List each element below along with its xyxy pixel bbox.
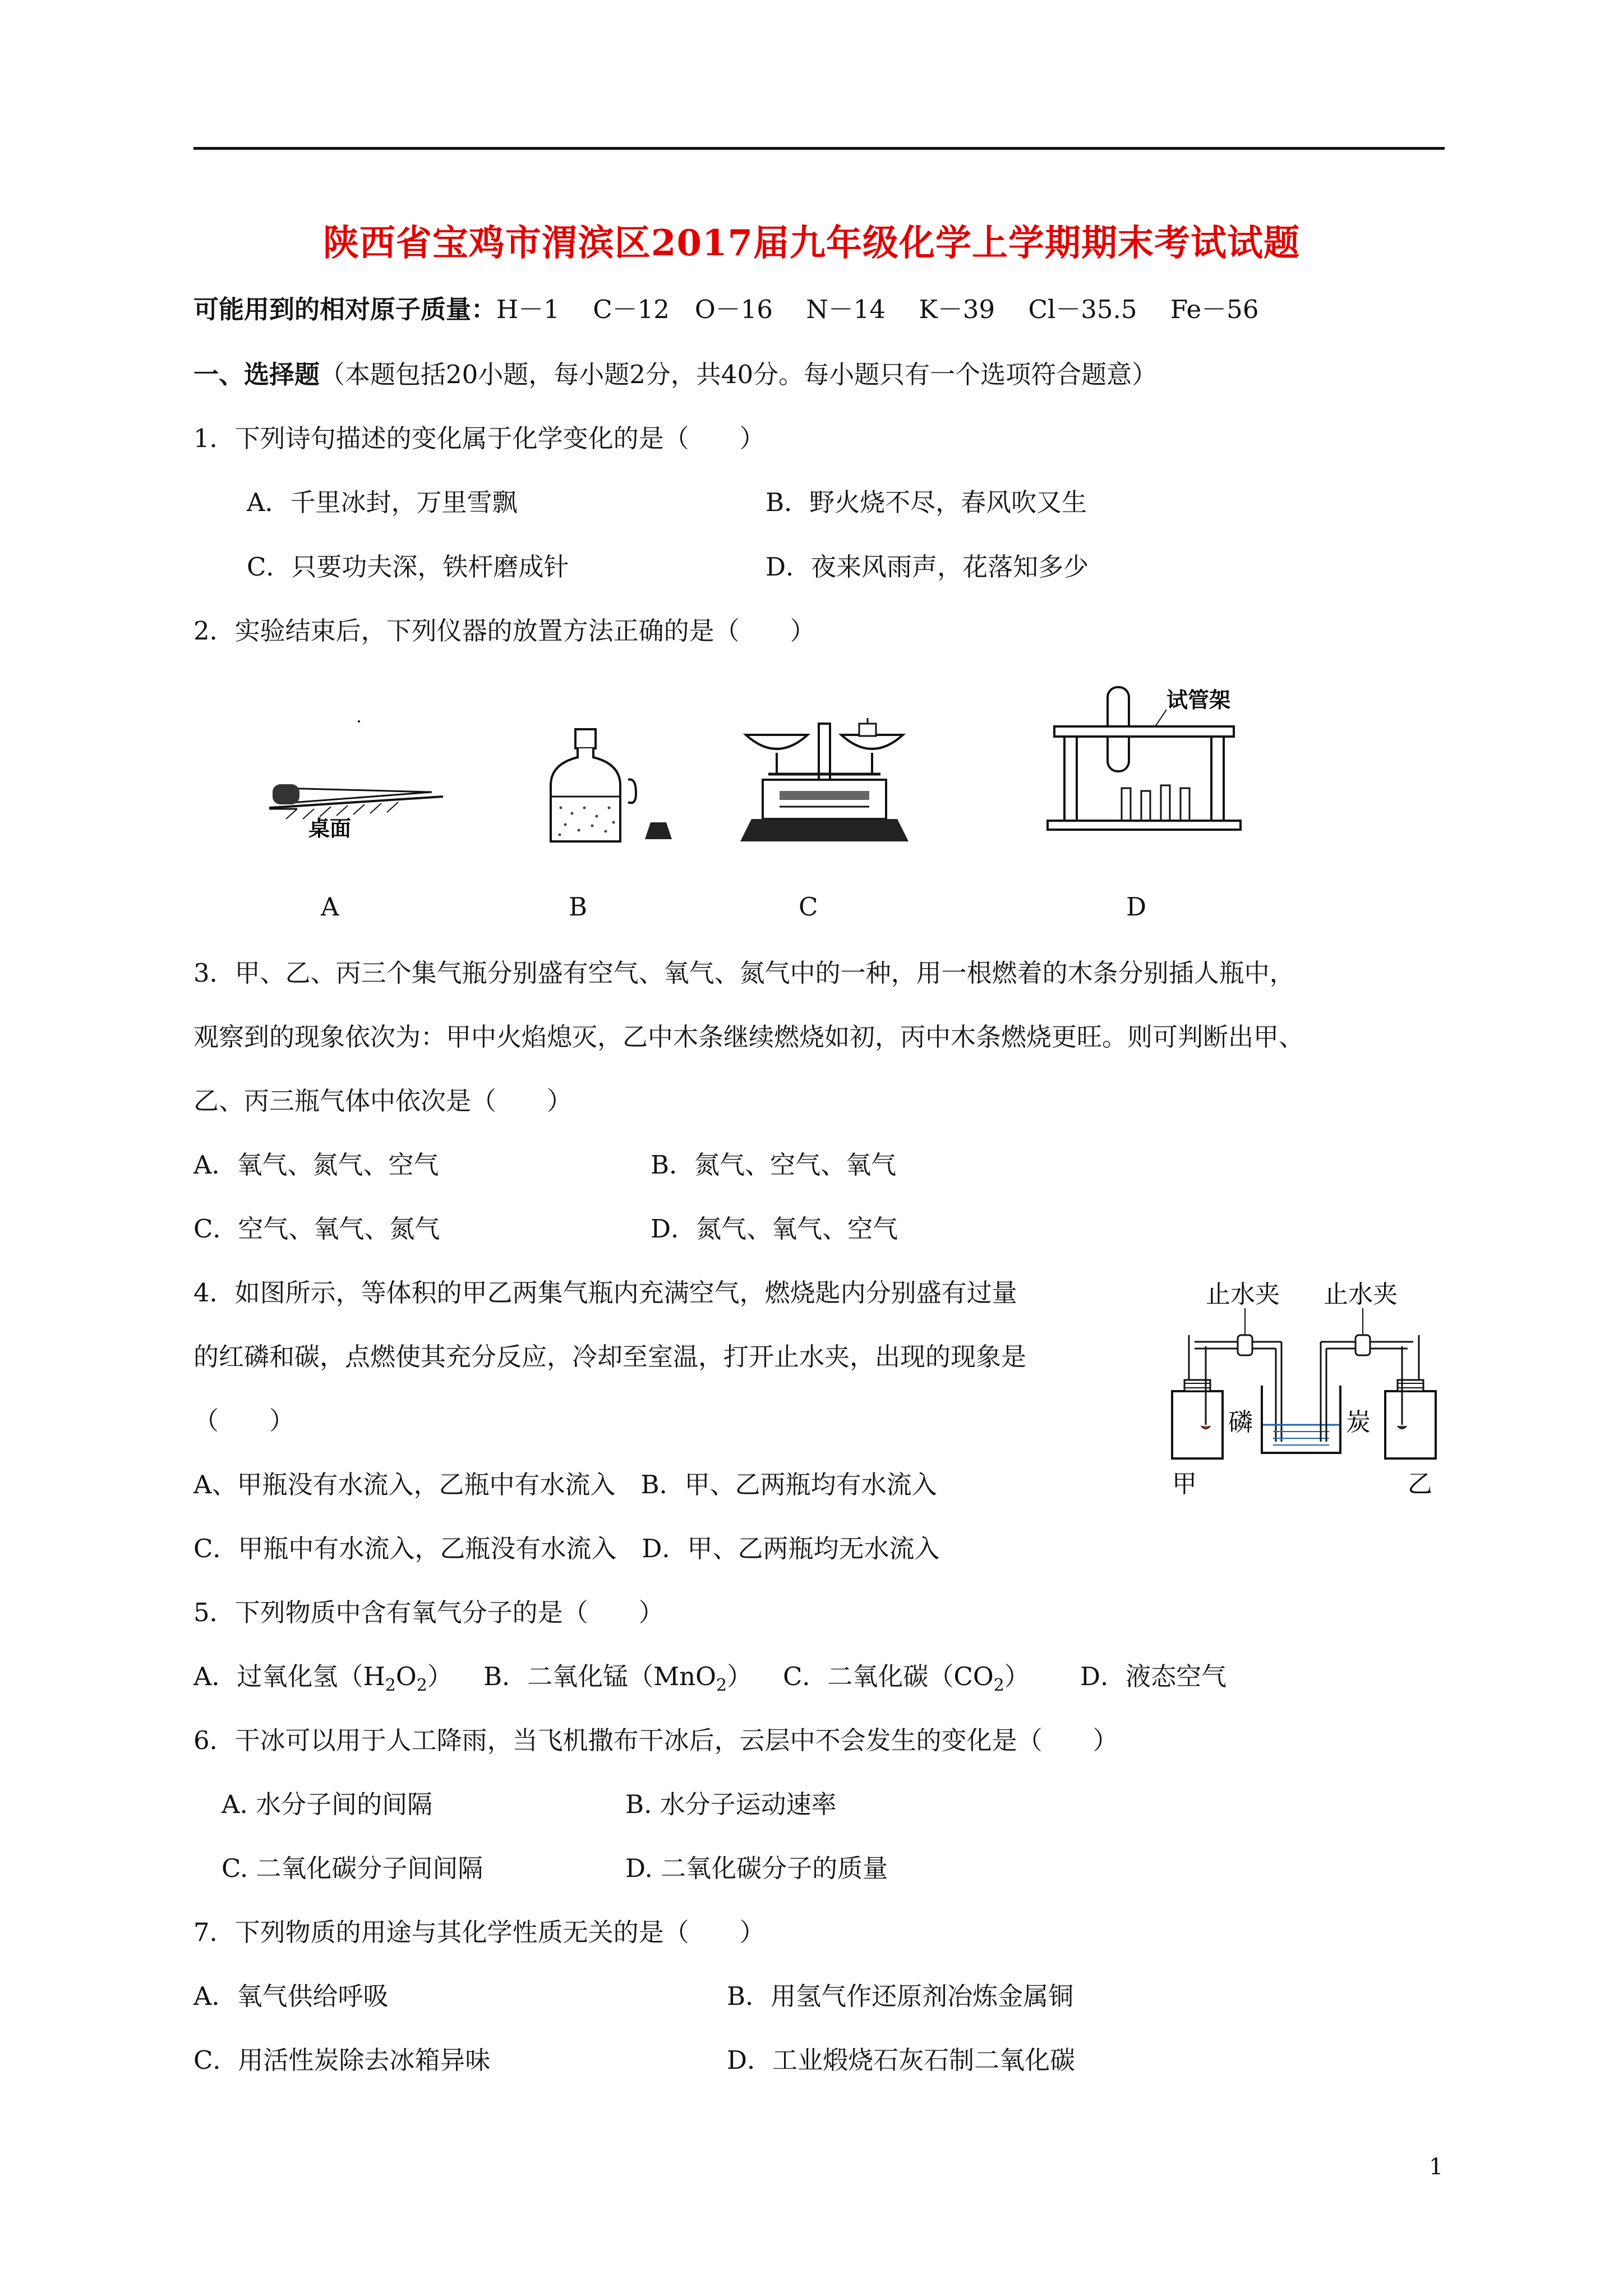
q5-c-text: C．二氧化碳（CO [783,1662,994,1691]
q5-a-sub1: 2 [385,1676,396,1695]
q6-stem: 6．干冰可以用于人工降雨，当飞机撒布干冰后，云层中不会发生的变化是（ ） [193,1726,1118,1755]
q5-c-close: ） [1004,1662,1030,1691]
q5-a-mid: O [395,1662,417,1691]
q4-phosphorus-label: 磷 [1228,1408,1253,1437]
q4-clamp-left-label: 止水夹 [1206,1280,1280,1309]
q4-bottle-jia-label: 甲 [1172,1470,1197,1498]
q5-stem: 5．下列物质中含有氧气分子的是（ ） [193,1598,664,1627]
header-rule [193,147,1445,150]
atomic-mass-line [193,293,1258,326]
q6-option-d: D. 二氧化碳分子的质量 [625,1853,888,1883]
q2-figure-d [1043,682,1256,839]
q2-figure-a [264,712,449,858]
q4-options-cd: C．甲瓶中有水流入，乙瓶没有水流入 D．甲、乙两瓶均无水流入 [193,1534,940,1563]
q3-option-a: A．氧气、氮气、空气 [193,1150,439,1180]
q2-fig-a-table-text: 桌面 [308,816,352,841]
q4-line-3: （ ） [193,1406,295,1435]
q1-option-d: D．夜来风雨声，花落知多少 [766,552,1089,582]
page-number: 1 [1429,2154,1444,2180]
q4-apparatus-figure [1161,1273,1453,1509]
q2-label-c: C [799,892,818,922]
q5-a-sub2: 2 [416,1676,427,1695]
q5-b-text: B．二氧化锰（MnO [483,1662,717,1691]
q3-option-c: C．空气、氧气、氮气 [193,1214,440,1244]
q1-option-a: A．千里冰封，万里雪飘 [247,487,518,517]
exam-title: 陕西省宝鸡市渭滨区2017届九年级化学上学期期末考试试题 [322,222,1301,264]
q7-option-b: B．用氢气作还原剂冶炼金属铜 [727,1981,1074,2011]
q2-figure-b [544,724,679,853]
q2-label-b: B [569,892,588,922]
q2-fig-d-rack-text: 试管架 [1166,688,1231,712]
q4-clamp-right-label: 止水夹 [1324,1280,1398,1309]
q6-option-a: A. 水分子间的间隔 [222,1789,433,1819]
q3-option-d: D．氮气、氧气、空气 [651,1214,898,1244]
q5-a-close: ） [427,1662,453,1691]
q5-a-text: A．过氧化氢（H [193,1662,385,1691]
q3-option-b: B．氮气、空气、氧气 [651,1150,897,1180]
section-heading-line [193,358,1157,392]
q4-line-2: 的红磷和碳，点燃使其充分反应，冷却至室温，打开止水夹，出现的现象是 [193,1342,1027,1372]
q2-stem: 2．实验结束后，下列仪器的放置方法正确的是（ ） [193,616,815,646]
q3-line-2: 观察到的现象依次为：甲中火焰熄灭，乙中木条继续燃烧如初，丙中木条燃烧更旺。则可判断出甲、 [193,1022,1304,1052]
q4-line-1: 4．如图所示，等体积的甲乙两集气瓶内充满空气，燃烧匙内分别盛有过量 [193,1278,1017,1308]
q4-options-ab: A、甲瓶没有水流入，乙瓶中有水流入 B．甲、乙两瓶均有水流入 [193,1470,937,1499]
q5-option-c [783,1660,1030,1703]
q6-option-b: B. 水分子运动速率 [625,1789,837,1819]
q7-option-c: C．用活性炭除去冰箱异味 [193,2045,491,2075]
section-note: （本题包括20小题，每小题2分，共40分。每小题只有一个选项符合题意） [320,360,1158,389]
q7-option-d: D．工业煅烧石灰石制二氧化碳 [727,2045,1076,2075]
q3-line-1: 3．甲、乙、丙三个集气瓶分别盛有空气、氧气、氮气中的一种，用一根燃着的木条分别插人瓶中， [193,958,1295,988]
q1-stem: 1．下列诗句描述的变化属于化学变化的是（ ） [193,424,765,453]
q7-option-a: A．氧气供给呼吸 [193,1981,389,2011]
q5-option-a [193,1660,453,1703]
q1-option-b: B．野火烧不尽，春风吹又生 [766,487,1087,517]
q2-label-a: A [321,892,339,922]
q5-option-b [483,1660,752,1703]
q4-carbon-label: 炭 [1346,1408,1371,1437]
atomic-mass-values: H－1 C－12 O－16 N－14 K－39 Cl－35.5 Fe－56 [496,295,1259,324]
q3-line-3: 乙、丙三瓶气体中依次是（ ） [193,1086,573,1116]
q2-label-d: D [1126,892,1147,922]
q5-b-close: ） [727,1662,753,1691]
q2-figure-c [735,712,920,853]
q7-stem: 7．下列物质的用途与其化学性质无关的是（ ） [193,1917,765,1947]
q5-c-sub: 2 [993,1676,1004,1695]
q1-option-c: C．只要功夫深，铁杆磨成针 [247,552,569,582]
atomic-mass-label: 可能用到的相对原子质量： [193,295,497,324]
q5-option-d: D．液态空气 [1080,1662,1227,1691]
q5-b-sub: 2 [716,1676,727,1695]
section-heading: 一、选择题 [193,360,320,389]
q4-bottle-yi-label: 乙 [1408,1470,1432,1498]
q6-option-c: C. 二氧化碳分子间间隔 [222,1853,483,1883]
